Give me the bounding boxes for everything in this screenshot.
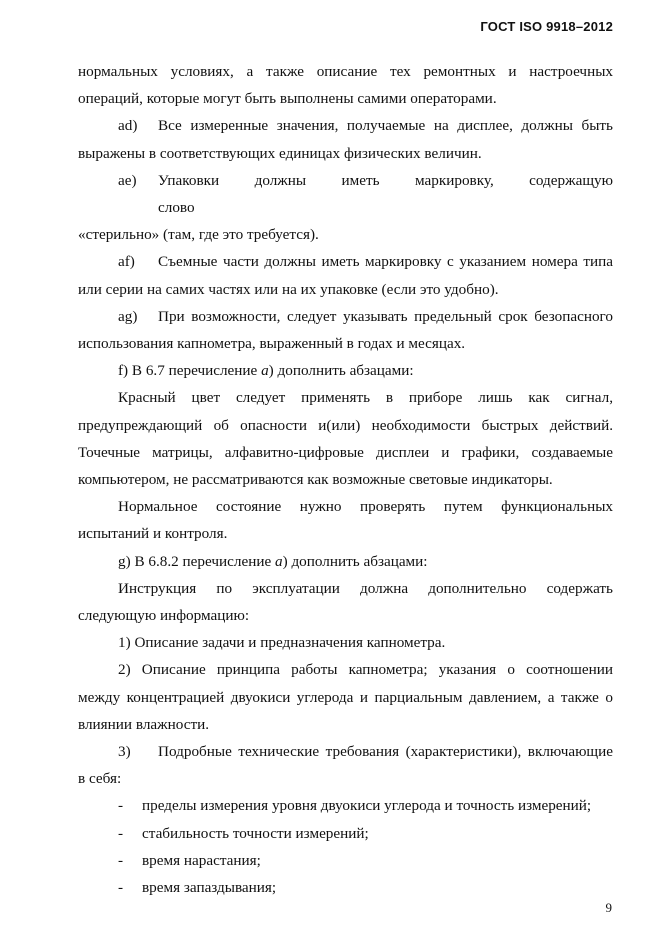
- section-g-tail: ) дополнить абзацами:: [282, 552, 428, 570]
- document-header: ГОСТ ISO 9918–2012: [480, 19, 613, 34]
- bullet-text: время нарастания;: [142, 851, 261, 869]
- bullet-item: [78, 792, 613, 819]
- bullet-dash: -: [118, 824, 124, 842]
- paragraph-line: «стерильно» (там, где это требуется).: [78, 226, 319, 244]
- paragraph-line: или серии на самих частях или на их упаковке (если это удобно).: [78, 280, 499, 298]
- paragraph-line: влиянии влажности.: [78, 715, 210, 733]
- paragraph-line: Красный цвет следует применять в приборе лишь как сигнал,: [118, 389, 613, 407]
- paragraph-line: испытаний и контроля.: [78, 525, 228, 543]
- bullet-text: пределы измерения уровня двуокиси углерода и точность измерений;: [142, 797, 592, 815]
- item-label: af): [118, 253, 135, 271]
- paragraph-line: Все измеренные значения, получаемые на дисплее, должны быть: [158, 117, 613, 135]
- paragraph-line: операций, которые могут быть выполнены самими операторами.: [78, 90, 497, 108]
- paragraph-line: Точечные матрицы, алфавитно-цифровые дисплеи и графики, создаваемые: [78, 443, 613, 461]
- paragraph-line: следующую информацию:: [78, 607, 250, 625]
- item-label: ag): [118, 307, 138, 325]
- bullet-item: [78, 820, 613, 847]
- section-f-tail: ) дополнить абзацами:: [268, 362, 414, 380]
- section-f-italic: a: [261, 362, 269, 380]
- bullet-text: время запаздывания;: [142, 879, 277, 897]
- section-f-text: f) В 6.7 перечисление: [118, 362, 262, 380]
- paragraph-line: в себя:: [78, 770, 122, 788]
- paragraph-line: компьютером, не рассматриваются как возможные световые индикаторы.: [78, 471, 553, 489]
- item-ag: [78, 303, 613, 330]
- paragraph-line: предупреждающий об опасности и(или) необходимости быстрых действий.: [78, 416, 613, 434]
- paragraph-line: использования капнометра, выраженный в годах и месяцах.: [78, 335, 466, 353]
- paragraph-line: выражены в соответствующих единицах физических величин.: [78, 144, 482, 162]
- list-item-1: 1) Описание задачи и предназначения капнометра.: [118, 634, 446, 652]
- item-label: ae): [118, 171, 137, 189]
- section-f-heading: [78, 357, 613, 384]
- document-body: [78, 58, 613, 901]
- item-af: [78, 248, 613, 275]
- paragraph-line: При возможности, следует указывать предельный срок безопасного: [158, 307, 613, 325]
- bullet-text: стабильность точности измерений;: [142, 824, 369, 842]
- item-ae: [78, 167, 613, 221]
- paragraph-line: между концентрацией двуокиси углерода и парциальным давлением, а также о: [78, 688, 613, 706]
- list-item-2: 2) Описание принципа работы капнометра; указания о соотношении: [118, 661, 613, 679]
- bullet-dash: -: [118, 797, 124, 815]
- section-g-heading: [78, 548, 613, 575]
- bullet-item: [78, 847, 613, 874]
- paragraph-line: Съемные части должны иметь маркировку с указанием номера типа: [158, 253, 613, 271]
- paragraph-line: нормальных условиях, а также описание тех ремонтных и настроечных: [78, 63, 613, 80]
- section-g-text: g) В 6.8.2 перечисление: [118, 552, 275, 570]
- list-item-3: [78, 738, 613, 765]
- paragraph-line: Нормальное состояние нужно проверять путем функциональных: [118, 498, 613, 516]
- paragraph-line: Инструкция по эксплуатации должна дополнительно содержать: [118, 579, 613, 597]
- bullet-item: [78, 874, 613, 901]
- item-ad: [78, 112, 613, 139]
- item-label: 3): [118, 743, 131, 761]
- bullet-dash: -: [118, 851, 124, 869]
- paragraph-line: Упаковки должны иметь маркировку, содержащую слово: [158, 171, 613, 217]
- section-g-italic: a: [275, 552, 283, 570]
- item-label: ad): [118, 117, 138, 135]
- bullet-dash: -: [118, 879, 124, 897]
- paragraph-line: Подробные технические требования (характеристики), включающие: [158, 743, 613, 761]
- page-number: 9: [605, 900, 612, 915]
